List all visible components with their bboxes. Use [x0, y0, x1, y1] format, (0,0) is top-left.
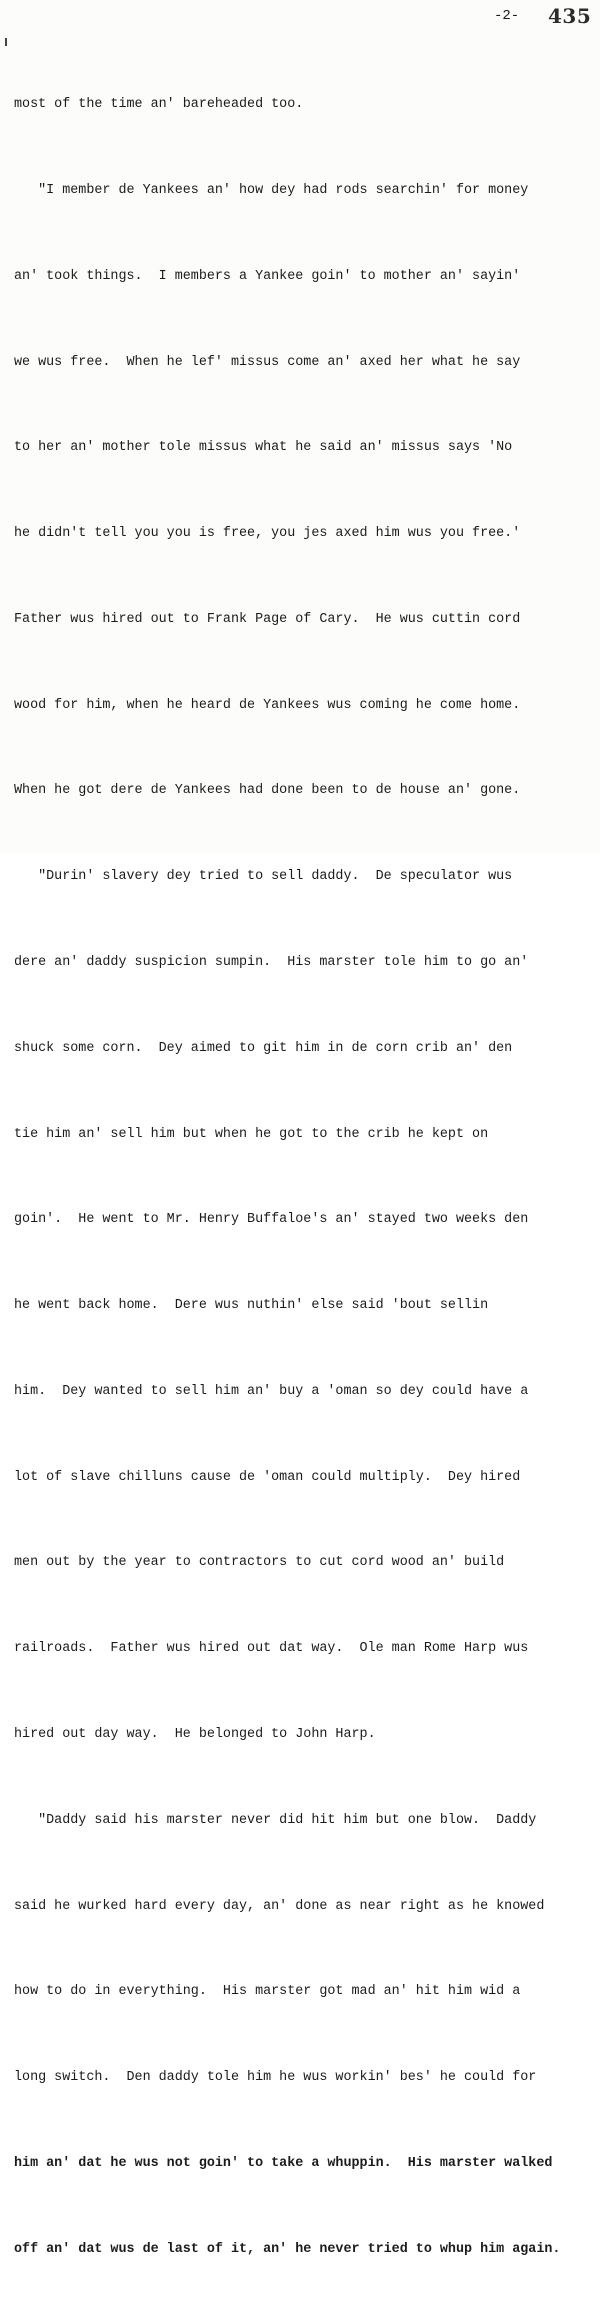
- text-line: "I member de Yankees an' how dey had rods searchin' for money: [14, 182, 529, 198]
- page-indicator: -2-: [494, 8, 520, 24]
- text-line: Father wus hired out to Frank Page of Cary. He wus cuttin cord: [14, 611, 521, 627]
- text-line: men out by the year to contractors to cut cord wood an' build: [14, 1555, 505, 1571]
- text-line: long switch. Den daddy tole him he wus workin' bes' he could for: [14, 2070, 537, 2086]
- text-line: he didn't tell you you is free, you jes axed him wus you free.': [14, 526, 521, 542]
- text-line: "Durin' slavery dey tried to sell daddy. De speculator wus: [14, 869, 513, 885]
- text-line: railroads. Father wus hired out dat way. Ole man Rome Harp wus: [14, 1641, 529, 1657]
- text-line: lot of slave chilluns cause de 'oman could multiply. Dey hired: [14, 1469, 521, 1485]
- text-line: tie him an' sell him but when he got to the crib he kept on: [14, 1126, 489, 1142]
- margin-mark: [5, 38, 7, 46]
- text-line: "Daddy said his marster never did hit him but one blow. Daddy: [14, 1812, 537, 1828]
- text-line: him. Dey wanted to sell him an' buy a 'oman so dey could have a: [14, 1383, 529, 1399]
- text-line: When he got dere de Yankees had done been to de house an' gone.: [14, 783, 521, 799]
- stamped-page-number: 435: [548, 4, 592, 28]
- narrative-text: [14, 34, 596, 2322]
- text-line: wood for him, when he heard de Yankees wus coming he come home.: [14, 697, 521, 713]
- text-line: shuck some corn. Dey aimed to git him in de corn crib an' den: [14, 1040, 513, 1056]
- text-line: an' took things. I members a Yankee goin' to mother an' sayin': [14, 268, 521, 284]
- text-line: hired out day way. He belonged to John Harp.: [14, 1727, 376, 1743]
- text-line: off an' dat wus de last of it, an' he never tried to whup him again.: [14, 2241, 561, 2257]
- text-line: how to do in everything. His marster got mad an' hit him wid a: [14, 1984, 521, 2000]
- text-line: most of the time an' bareheaded too.: [14, 97, 304, 113]
- text-line: he went back home. Dere wus nuthin' else said 'bout sellin: [14, 1298, 489, 1314]
- text-line: to her an' mother tole missus what he said an' missus says 'No: [14, 440, 513, 456]
- text-line: said he wurked hard every day, an' done as near right as he knowed: [14, 1898, 545, 1914]
- text-line: goin'. He went to Mr. Henry Buffaloe's an' stayed two weeks den: [14, 1212, 529, 1228]
- text-line: dere an' daddy suspicion sumpin. His marster tole him to go an': [14, 955, 529, 970]
- text-line: we wus free. When he lef' missus come an' axed her what he say: [14, 354, 521, 370]
- text-line: him an' dat he wus not goin' to take a whuppin. His marster walked: [14, 2155, 553, 2171]
